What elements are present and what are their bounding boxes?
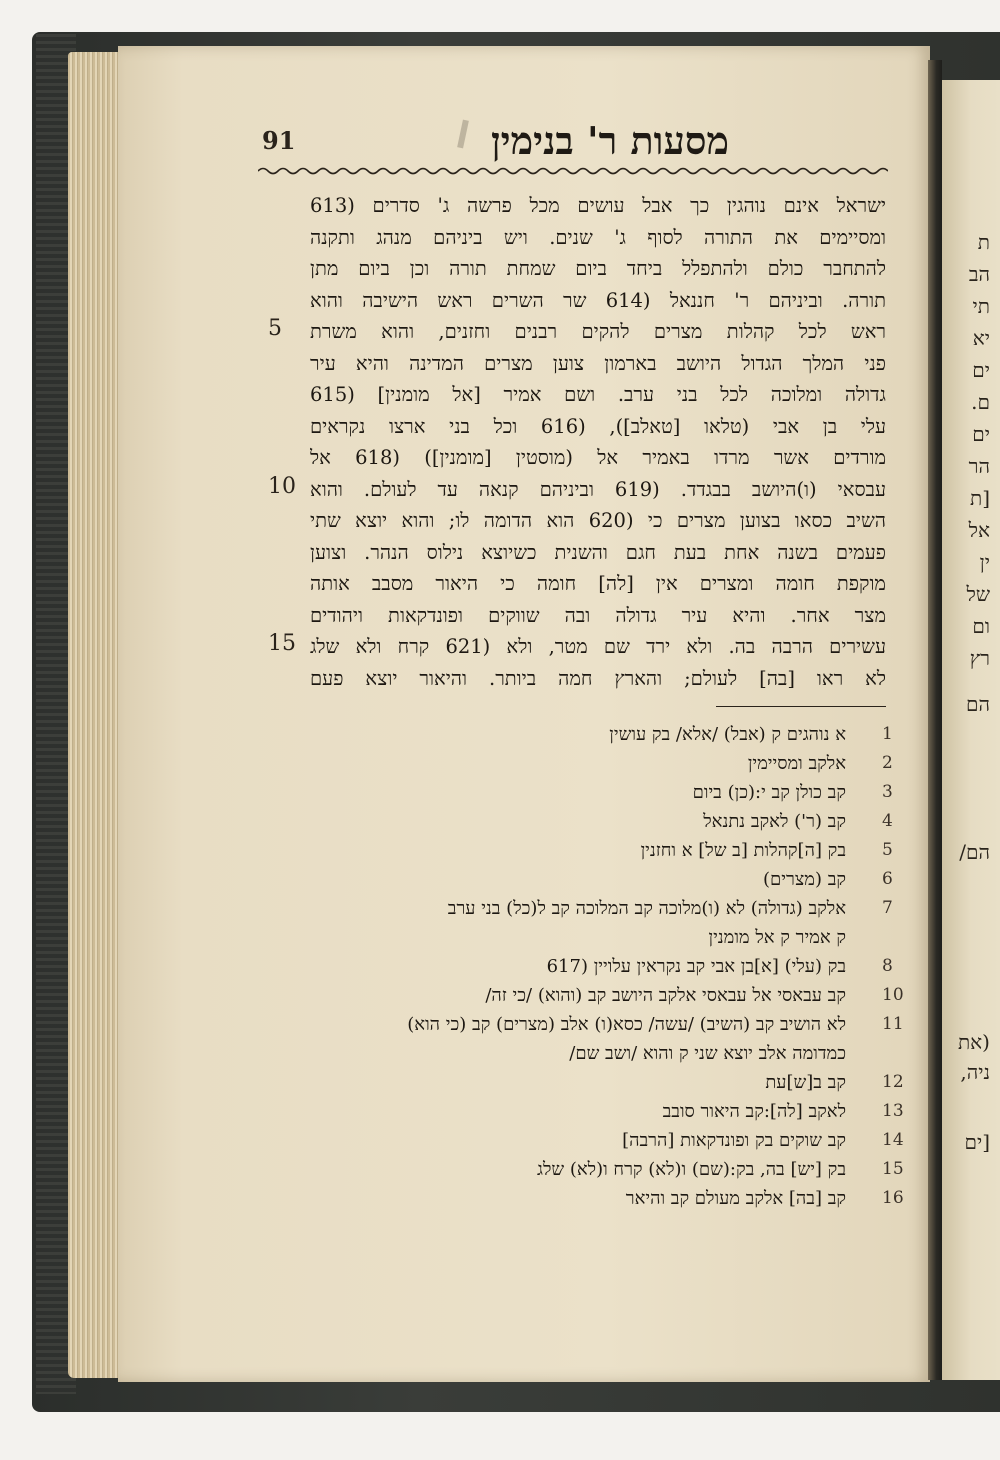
text-line-11: השיב כסאו בצוען מצרים כי (620 הוא הדומה לו; והוא יוצא שתי bbox=[310, 509, 886, 532]
apparatus-line bbox=[240, 807, 893, 836]
apparatus-text: לא הושיב קב (השיב) /עשה/ כסא(ו) אלב (מצרים) קב (כי הוא) bbox=[407, 1014, 846, 1035]
apparatus-line bbox=[240, 1097, 904, 1126]
facing-fragment: הם bbox=[966, 692, 990, 716]
facing-fragment: ם. bbox=[971, 390, 990, 414]
apparatus-line bbox=[240, 720, 893, 749]
apparatus-text: א נוהגים ק (אבל) /אלא/ בק עושין bbox=[609, 724, 846, 745]
apparatus-line-number: 4 bbox=[882, 811, 893, 831]
wavy-rule bbox=[258, 164, 888, 178]
facing-fragment: תי bbox=[972, 294, 990, 318]
apparatus-line bbox=[240, 923, 886, 952]
apparatus-text: קב עבאסי אל עבאסי אלקב היושב קב (והוא) /כי זה/ bbox=[485, 985, 846, 1006]
text-line-13: מוקפת חומה ומצרים אין [לה] חומה כי היאור מסבב אותה bbox=[310, 572, 886, 595]
apparatus-line-number: 5 bbox=[882, 840, 893, 860]
facing-fragment: הב bbox=[968, 262, 990, 286]
apparatus-text: ק אמיר ק אל מומנין bbox=[708, 927, 846, 948]
apparatus-line-number: 8 bbox=[882, 956, 893, 976]
apparatus-line bbox=[240, 1184, 904, 1213]
facing-fragment: ין bbox=[979, 550, 990, 574]
line-number-15: 15 bbox=[268, 631, 296, 656]
apparatus-text: אלקב (גדולה) לא (ו)מלוכה קב המלוכה קב ל(כל) בני ערב bbox=[447, 898, 846, 919]
apparatus-text: קב [בה] אלקב מעולם קב והיאר bbox=[625, 1188, 846, 1209]
apparatus-text: בק (עלי) [א]בן אבי קב נקראין עלויין (617 bbox=[546, 956, 846, 977]
text-line-8: עלי בן אבי (טלאו [טאלב]), (616 וכל בני ארצו נקראים bbox=[310, 414, 886, 438]
facing-fragment: ום bbox=[972, 614, 990, 638]
apparatus-text: קב ב[ש]עת bbox=[765, 1072, 846, 1093]
facing-fragment: הר bbox=[968, 454, 990, 478]
text-line-5: ראש לכל קהלות מצרים להקים רבנים וחזנים, והוא משרת bbox=[310, 320, 886, 343]
apparatus-line-number: 11 bbox=[882, 1014, 904, 1034]
facing-page-edge bbox=[942, 80, 1000, 1380]
text-line-9: מורדים אשר מרדו באמיר אל (מוסטין [מומנין]) (618 אל bbox=[310, 446, 886, 469]
facing-fragment: (את bbox=[957, 1030, 990, 1054]
footnote-rule bbox=[716, 706, 886, 707]
apparatus-line bbox=[240, 1010, 904, 1039]
facing-fragment: ת bbox=[977, 230, 990, 254]
apparatus-line bbox=[240, 952, 893, 981]
apparatus-text: קב כולן קב י:(כן) ביום bbox=[692, 782, 846, 803]
apparatus-line-number: 15 bbox=[882, 1159, 904, 1179]
page-number: 91 bbox=[262, 126, 296, 155]
apparatus-text: קב שוקים בק ופונדקאות [הרבה] bbox=[622, 1130, 846, 1151]
apparatus-line-number: 10 bbox=[882, 985, 904, 1005]
text-line-1: ישראל אינם נוהגין כך אבל עושים מכל פרשה ג' סדרים (613 bbox=[310, 194, 886, 217]
apparatus-text: אלקב ומסיימין bbox=[747, 753, 846, 774]
text-line-3: להתחבר כולם ולהתפלל ביחד ביום שמחת תורה וכן ביום מתן bbox=[310, 257, 886, 280]
facing-fragment: ניה, bbox=[960, 1060, 990, 1084]
text-line-6: פני המלך הגדול היושב בארמון צוען מצרים המדינה והיא עיר bbox=[310, 351, 886, 375]
facing-fragment: הם/ bbox=[959, 840, 990, 864]
apparatus-line bbox=[240, 1068, 904, 1097]
apparatus-line-number: 3 bbox=[882, 782, 893, 802]
facing-fragment: [ת bbox=[970, 486, 990, 510]
text-line-10: עבסאי (ו)היושב בבגדד. (619 וביניהם קנאה עד לעולם. והוא bbox=[310, 477, 886, 501]
text-line-12: פעמים בשנה אחת בעת חגם והשנית כשיוצא נילוס הנהר. וצוען bbox=[310, 540, 886, 564]
apparatus-line bbox=[240, 836, 893, 865]
apparatus-line-number: 12 bbox=[882, 1072, 904, 1092]
apparatus-line bbox=[240, 1126, 904, 1155]
apparatus-line-number: 14 bbox=[882, 1130, 904, 1150]
text-line-2: ומסיימים את התורה לסוף ג' שנים. ויש ביניהם מנהג ותקנה bbox=[310, 225, 886, 249]
apparatus-line-number: 6 bbox=[882, 869, 893, 889]
apparatus-line-number: 7 bbox=[882, 898, 893, 918]
apparatus-line bbox=[240, 865, 893, 894]
apparatus-text: קב (ר') לאקב נתנאל bbox=[703, 811, 846, 832]
facing-fragment: [ים bbox=[964, 1130, 990, 1154]
apparatus bbox=[240, 720, 904, 1213]
apparatus-text: בק [ה]קהלות [ב של] א וחזנין bbox=[640, 840, 846, 861]
apparatus-line bbox=[240, 749, 893, 778]
line-number-5: 5 bbox=[268, 316, 282, 341]
apparatus-text: כמדומה אלב יוצא שני ק והוא /ושב שם/ bbox=[569, 1043, 846, 1064]
apparatus-line bbox=[240, 981, 904, 1010]
facing-fragment: של bbox=[966, 582, 990, 606]
facing-fragment: אל bbox=[968, 518, 990, 542]
apparatus-line-number: 2 bbox=[882, 753, 893, 773]
running-head-title: מסעות ר' בנימין bbox=[490, 118, 730, 163]
apparatus-line bbox=[240, 778, 893, 807]
book-gutter bbox=[928, 60, 942, 1380]
text-line-15: עשירים הרבה בה. ולא ירד שם מטר, ולא (621 קרח ולא שלג bbox=[310, 635, 886, 658]
text-line-4: תורה. וביניהם ר' חננאל (614 שר השרים ראש הישיבה והוא bbox=[310, 288, 886, 312]
text-line-7: גדולה ומלוכה לכל בני ערב. ושם אמיר [אל מומנין] (615 bbox=[310, 383, 886, 406]
facing-fragment: ים bbox=[972, 422, 990, 446]
apparatus-text: קב (מצרים) bbox=[763, 869, 846, 890]
line-number-10: 10 bbox=[268, 474, 296, 499]
apparatus-line bbox=[240, 1155, 904, 1184]
apparatus-text: בק [יש] בה, בק:(שם) ו(לא) קרח ו(לא) שלג bbox=[537, 1159, 846, 1180]
text-line-16: לא ראו [בה] לעולם; והארץ חמה ביותר. והיאור יוצא פעם bbox=[310, 666, 886, 690]
apparatus-line-number: 1 bbox=[882, 724, 893, 744]
apparatus-line bbox=[240, 894, 893, 923]
text-line-14: מצר אחר. והיא עיר גדולה ובה שווקים ופונדקאות ויהודים bbox=[310, 603, 886, 627]
apparatus-line bbox=[240, 1039, 886, 1068]
facing-fragment: יא bbox=[972, 326, 990, 350]
body-text bbox=[310, 190, 886, 694]
apparatus-line-number: 13 bbox=[882, 1101, 904, 1121]
facing-fragment: ים bbox=[972, 358, 990, 382]
apparatus-text: לאקב [לה]:קב היאור סובב bbox=[662, 1101, 846, 1122]
facing-fragment: רץ bbox=[969, 646, 990, 670]
apparatus-line-number: 16 bbox=[882, 1188, 904, 1208]
